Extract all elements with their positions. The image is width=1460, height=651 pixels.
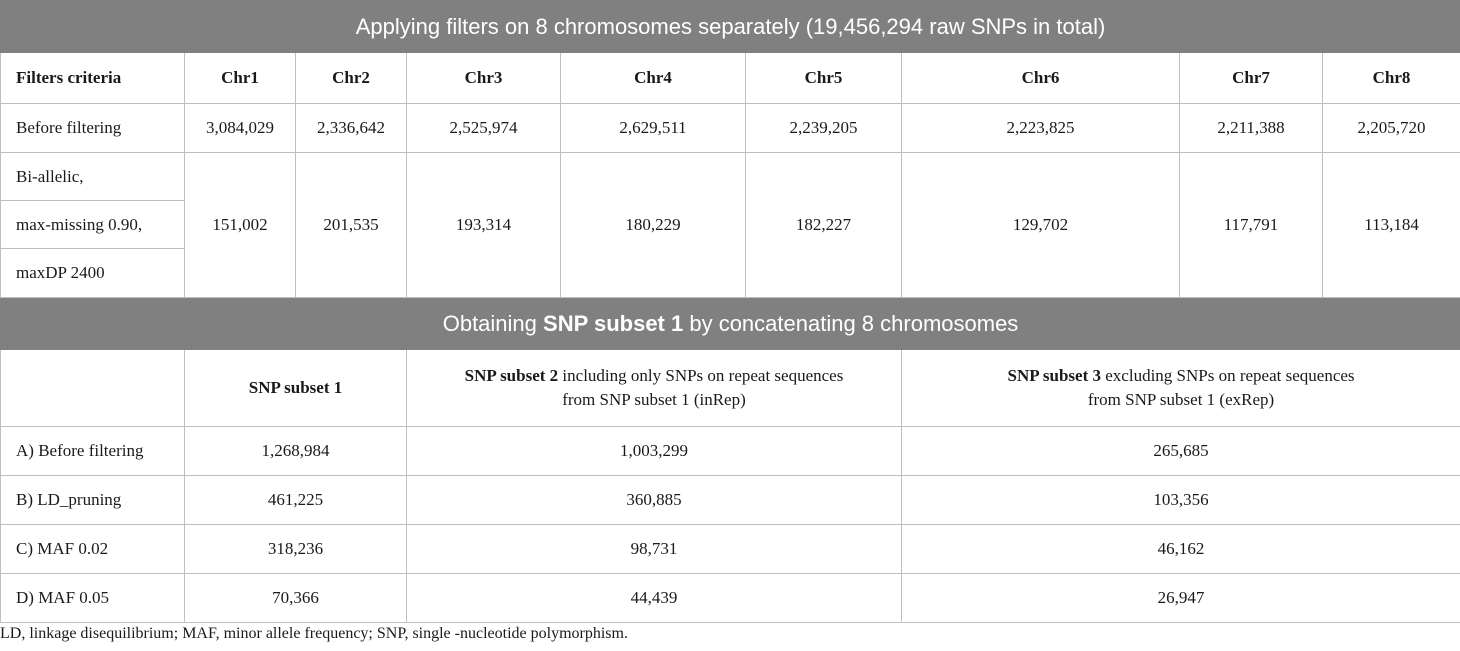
table-cell: 318,236 bbox=[185, 525, 407, 574]
table-cell: 26,947 bbox=[902, 574, 1460, 623]
filter-line-maxdp: maxDP 2400 bbox=[16, 263, 105, 282]
table-cell: 461,225 bbox=[185, 476, 407, 525]
header-chr5: Chr5 bbox=[746, 53, 902, 104]
table-cell: 2,211,388 bbox=[1180, 104, 1323, 153]
subset2-desc-line2: from SNP subset 1 (inRep) bbox=[562, 390, 746, 409]
header-chr2: Chr2 bbox=[296, 53, 407, 104]
table-cell: 113,184 bbox=[1323, 153, 1460, 298]
subset2-desc-line1: including only SNPs on repeat sequences bbox=[558, 366, 844, 385]
header-chr6: Chr6 bbox=[902, 53, 1180, 104]
section2-header-row bbox=[1, 350, 1460, 427]
row-label: A) Before filtering bbox=[1, 427, 185, 476]
table-cell: 2,525,974 bbox=[407, 104, 561, 153]
table-row bbox=[1, 525, 1460, 574]
section1-header-row bbox=[1, 53, 1460, 104]
subset1-label: SNP subset 1 bbox=[248, 378, 343, 397]
table-cell: 2,629,511 bbox=[561, 104, 746, 153]
table-row bbox=[1, 574, 1460, 623]
row-label: Before filtering bbox=[1, 104, 185, 153]
section2-title-suffix: by concatenating 8 chromosomes bbox=[683, 310, 1019, 336]
table-cell: 201,535 bbox=[296, 153, 407, 298]
header-subset1 bbox=[185, 350, 407, 427]
table-cell: 117,791 bbox=[1180, 153, 1323, 298]
table-cell: 2,336,642 bbox=[296, 104, 407, 153]
section2-title-prefix: Obtaining bbox=[442, 310, 544, 336]
header-chr3: Chr3 bbox=[407, 53, 561, 104]
table-cell: 265,685 bbox=[902, 427, 1460, 476]
header-filters-criteria: Filters criteria bbox=[1, 53, 185, 104]
section1-band bbox=[1, 1, 1460, 53]
subset3-desc-line2: from SNP subset 1 (exRep) bbox=[1087, 390, 1275, 409]
table-cell: 2,223,825 bbox=[902, 104, 1180, 153]
table-cell: 103,356 bbox=[902, 476, 1460, 525]
section2-title bbox=[1, 298, 1460, 350]
table-cell: 2,239,205 bbox=[746, 104, 902, 153]
row-label: C) MAF 0.02 bbox=[1, 525, 185, 574]
header-chr1: Chr1 bbox=[185, 53, 296, 104]
header-chr7: Chr7 bbox=[1180, 53, 1323, 104]
row-label: D) MAF 0.05 bbox=[1, 574, 185, 623]
table-cell: 360,885 bbox=[407, 476, 902, 525]
subset3-desc-line1: excluding SNPs on repeat sequences bbox=[1101, 366, 1355, 385]
table-cell: 46,162 bbox=[902, 525, 1460, 574]
table-cell: 2,205,720 bbox=[1323, 104, 1460, 153]
table-cell: 182,227 bbox=[746, 153, 902, 298]
table-cell: 193,314 bbox=[407, 153, 561, 298]
table-cell: 44,439 bbox=[407, 574, 902, 623]
header-chr4: Chr4 bbox=[561, 53, 746, 104]
table-cell: 1,003,299 bbox=[407, 427, 902, 476]
table-row bbox=[1, 476, 1460, 525]
table-cell: 129,702 bbox=[902, 153, 1180, 298]
header-empty-cell bbox=[1, 350, 185, 427]
filter-criteria-cell bbox=[1, 153, 185, 298]
row-label: B) LD_pruning bbox=[1, 476, 185, 525]
table-cell: 98,731 bbox=[407, 525, 902, 574]
table-footnote: LD, linkage disequilibrium; MAF, minor allele frequency; SNP, single -nucleotide polymorphism. bbox=[0, 625, 628, 642]
table-cell: 180,229 bbox=[561, 153, 746, 298]
header-subset3 bbox=[902, 350, 1460, 427]
table-row bbox=[1, 153, 1460, 298]
section2-title-bold: SNP subset 1 bbox=[543, 310, 684, 336]
table-row bbox=[1, 427, 1460, 476]
subset3-label: SNP subset 3 bbox=[1007, 366, 1102, 385]
filter-line-max-missing: max-missing 0.90, bbox=[1, 201, 184, 249]
table-cell: 151,002 bbox=[185, 153, 296, 298]
header-chr8: Chr8 bbox=[1323, 53, 1460, 104]
header-subset2 bbox=[407, 350, 902, 427]
subset2-label: SNP subset 2 bbox=[464, 366, 559, 385]
filter-line-biallelic: Bi-allelic, bbox=[1, 153, 184, 201]
table-cell: 70,366 bbox=[185, 574, 407, 623]
table-row bbox=[1, 104, 1460, 153]
table-cell: 3,084,029 bbox=[185, 104, 296, 153]
table-cell: 1,268,984 bbox=[185, 427, 407, 476]
section1-title: Applying filters on 8 chromosomes separately (19,456,294 raw SNPs in total) bbox=[1, 1, 1460, 53]
section2-band bbox=[1, 298, 1460, 350]
